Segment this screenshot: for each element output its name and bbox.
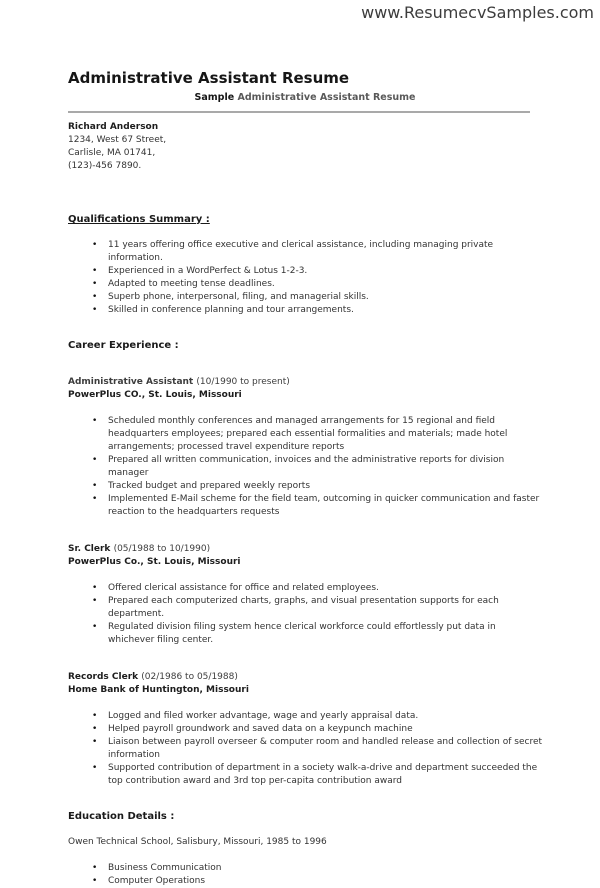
list-item: • Computer Operations (68, 875, 542, 888)
list-item: • Tracked budget and prepared weekly reports (68, 480, 542, 493)
job-entry (68, 376, 542, 519)
list-item: • 11 years offering office executive and clerical assistance, including managing private information. (68, 239, 542, 265)
list-item: • Adapted to meeting tense deadlines. (68, 278, 542, 291)
contact-block (68, 121, 542, 173)
job-dates: (10/1990 to present) (196, 377, 290, 387)
page-title: Administrative Assistant Resume (68, 69, 350, 87)
qualifications-list (68, 239, 542, 317)
list-item: • Offered clerical assistance for office and related employees. (68, 582, 542, 595)
job-duties-list (68, 710, 542, 788)
contact-name: Richard Anderson (68, 122, 159, 132)
job-title: Sr. Clerk (68, 544, 111, 554)
section-heading-experience: Career Experience : (68, 340, 179, 351)
contact-address-line-1: 1234, West 67 Street, (68, 135, 167, 145)
subtitle-label: Sample (194, 92, 235, 103)
section-heading-education: Education Details : (68, 811, 175, 822)
list-item: • Prepared all written communication, invoices and the administrative reports for division manager (68, 454, 542, 480)
job-duties-list (68, 415, 542, 519)
list-item: • Logged and filed worker advantage, wage and yearly appraisal data. (68, 710, 542, 723)
job-dates: (02/1986 to 05/1988) (141, 672, 238, 682)
contact-address-line-2: Carlisle, MA 01741, (68, 148, 156, 158)
job-duties-list (68, 582, 542, 647)
job-entry (68, 543, 542, 647)
job-title-line (68, 671, 542, 684)
job-company: PowerPlus Co., St. Louis, Missouri (68, 557, 241, 567)
contact-phone: (123)-456 7890. (68, 161, 142, 171)
list-item: • Scheduled monthly conferences and managed arrangements for 15 regional and field headquarters employees; prepared each essential formalities and materials; made hotel arrangements; processed travel expenditure reports (68, 415, 542, 454)
list-item: • Prepared each computerized charts, graphs, and visual presentation supports for each department. (68, 595, 542, 621)
list-item: • Experienced in a WordPerfect & Lotus 1-2-3. (68, 265, 542, 278)
job-dates: (05/1988 to 10/1990) (113, 544, 211, 554)
list-item: • Business Communication (68, 862, 542, 875)
list-item: • Superb phone, interpersonal, filing, and managerial skills. (68, 291, 542, 304)
job-title-line (68, 543, 542, 556)
resume-subtitle (68, 91, 542, 104)
job-title: Records Clerk (68, 672, 139, 682)
list-item: • Regulated division filing system hence clerical workforce could effortlessly put data in whichever filing center. (68, 621, 542, 647)
list-item: • Liaison between payroll overseer & computer room and handled release and collection of secret information (68, 736, 542, 762)
divider (68, 111, 530, 113)
section-heading-qualifications: Qualifications Summary : (68, 214, 210, 225)
list-item: • Implemented E-Mail scheme for the field team, outcoming in quicker communication and faster reaction to the headquarters requests (68, 493, 542, 519)
list-item: • Skilled in conference planning and tour arrangements. (68, 304, 542, 317)
job-title-line (68, 376, 542, 389)
job-title: Administrative Assistant (68, 377, 194, 387)
resume-document (68, 70, 542, 888)
job-company: PowerPlus CO., St. Louis, Missouri (68, 390, 242, 400)
job-entry (68, 671, 542, 788)
education-school: Owen Technical School, Salisbury, Missouri, 1985 to 1996 (68, 837, 327, 847)
list-item: • Supported contribution of department in a society walk-a-drive and department succeeded the top contribution award and 3rd top per-capita contribution award (68, 762, 542, 788)
list-item: • Helped payroll groundwork and saved data on a keypunch machine (68, 723, 542, 736)
site-header: www.ResumecvSamples.com (361, 3, 594, 22)
subtitle-text: Administrative Assistant Resume (237, 92, 416, 103)
education-list (68, 862, 542, 888)
job-company: Home Bank of Huntington, Missouri (68, 685, 249, 695)
